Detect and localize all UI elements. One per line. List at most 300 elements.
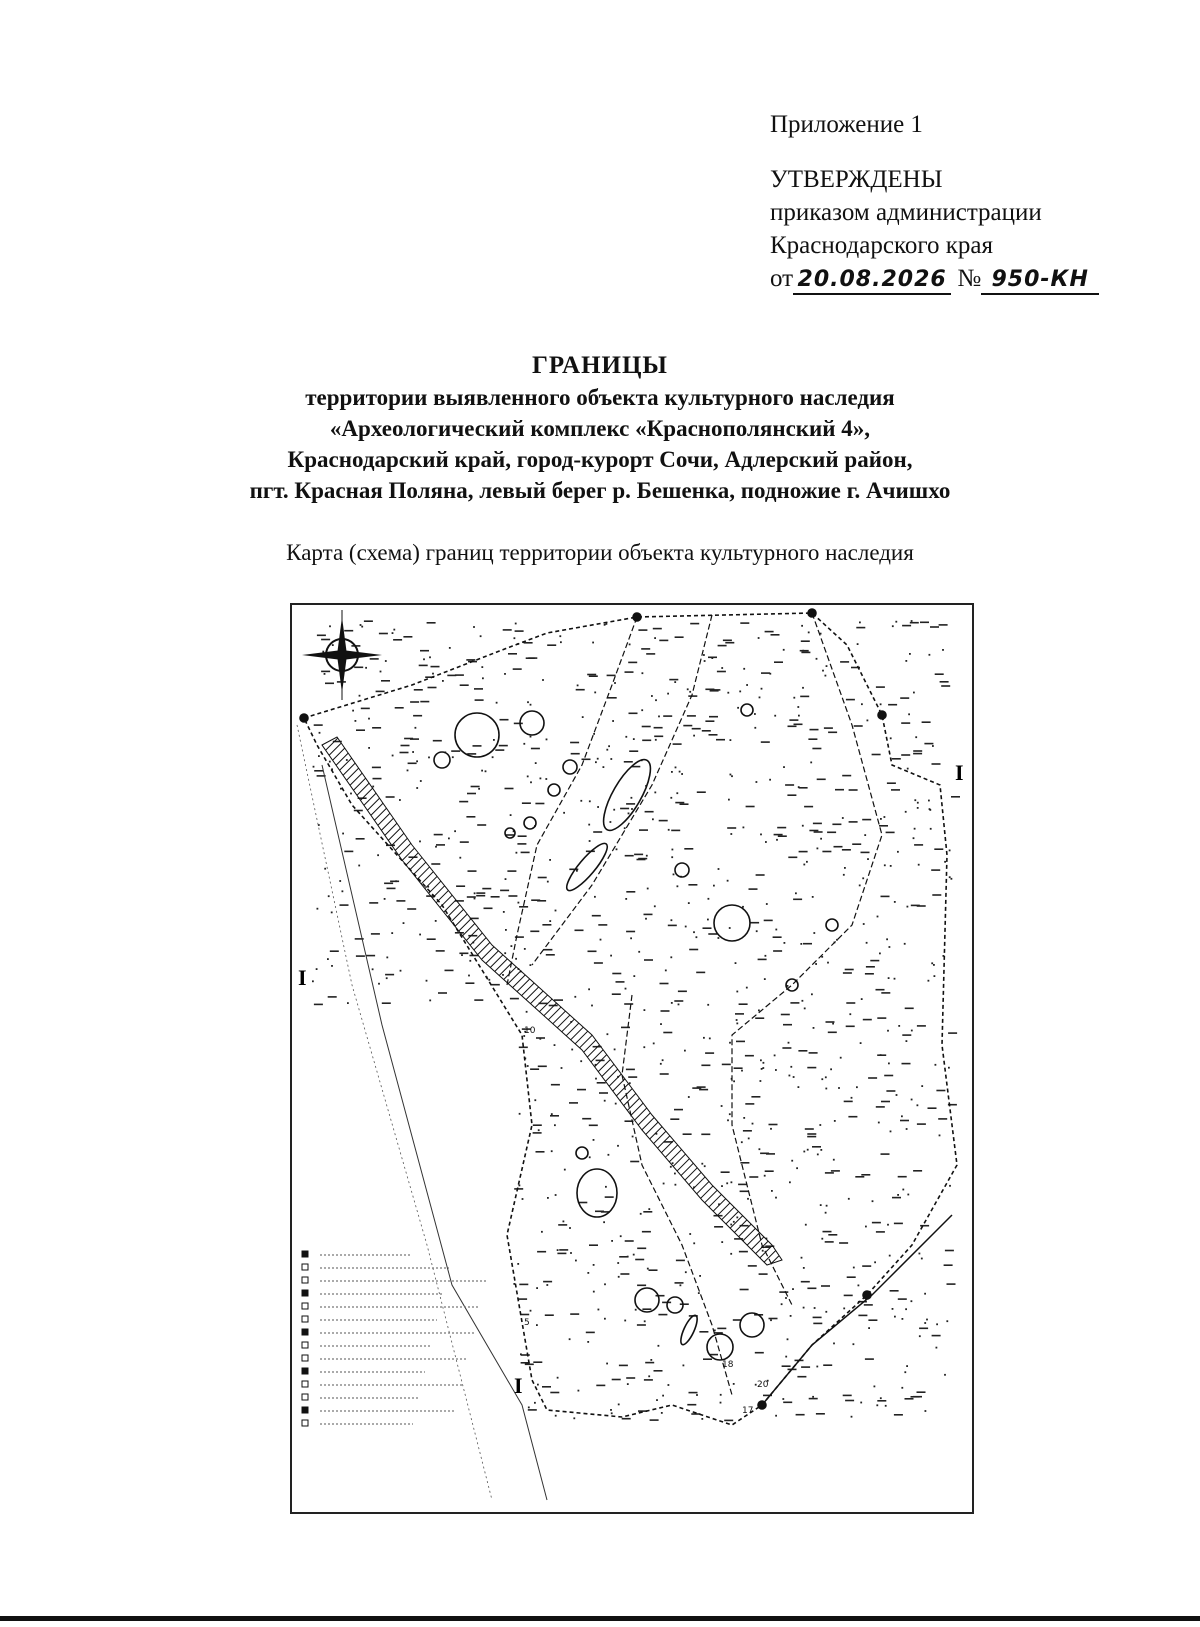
terrain-mark xyxy=(393,629,395,631)
terrain-mark xyxy=(817,1154,819,1156)
terrain-mark xyxy=(813,823,822,825)
terrain-mark xyxy=(660,1063,662,1065)
terrain-mark xyxy=(717,671,726,673)
terrain-mark xyxy=(699,1331,708,1333)
terrain-mark xyxy=(575,1260,577,1262)
terrain-mark xyxy=(624,1003,633,1005)
terrain-mark xyxy=(731,775,733,777)
terrain-mark xyxy=(727,692,729,694)
terrain-mark xyxy=(857,643,859,645)
terrain-mark xyxy=(914,828,916,830)
terrain-mark xyxy=(890,865,892,867)
terrain-mark xyxy=(798,1050,807,1052)
terrain-mark xyxy=(766,903,768,905)
terrain-mark xyxy=(616,981,625,983)
terrain-mark xyxy=(723,640,732,642)
terrain-mark xyxy=(314,770,323,772)
terrain-mark xyxy=(788,857,797,859)
terrain-mark xyxy=(332,644,334,646)
terrain-mark xyxy=(499,745,508,747)
terrain-mark xyxy=(856,1086,858,1088)
terrain-mark xyxy=(917,1391,926,1393)
terrain-mark xyxy=(449,647,451,649)
terrain-mark xyxy=(593,1291,595,1293)
terrain-mark xyxy=(673,743,682,745)
terrain-mark xyxy=(906,1040,908,1042)
terrain-mark xyxy=(901,722,910,724)
terrain-mark xyxy=(643,1211,652,1213)
terrain-mark xyxy=(778,835,787,837)
terrain-mark xyxy=(743,668,745,670)
terrain-mark xyxy=(393,639,402,641)
terrain-mark xyxy=(517,1263,519,1265)
terrain-mark xyxy=(403,922,405,924)
terrain-mark xyxy=(604,1318,606,1320)
terrain-mark xyxy=(951,796,960,798)
terrain-mark xyxy=(800,650,809,652)
terrain-mark xyxy=(460,841,469,843)
terrain-mark xyxy=(918,864,920,866)
terrain-mark xyxy=(395,880,397,882)
terrain-mark xyxy=(905,811,907,813)
terrain-mark xyxy=(500,890,509,892)
terrain-mark xyxy=(533,1124,542,1126)
terrain-mark xyxy=(654,727,663,729)
boundary-map xyxy=(290,603,974,1514)
terrain-mark xyxy=(530,704,532,706)
terrain-mark xyxy=(342,833,344,835)
terrain-mark xyxy=(640,1213,642,1215)
terrain-mark xyxy=(366,955,375,957)
terrain-mark xyxy=(718,937,720,939)
title-line-2: «Археологический комплекс «Краснополянский 4», xyxy=(329,416,871,441)
terrain-mark xyxy=(949,1185,951,1187)
terrain-mark xyxy=(775,1197,777,1199)
terrain-mark xyxy=(428,687,437,689)
terrain-mark xyxy=(564,1169,566,1171)
terrain-mark xyxy=(888,1063,890,1065)
terrain-mark xyxy=(843,874,845,876)
terrain-mark xyxy=(825,1076,827,1078)
terrain-mark xyxy=(725,642,734,644)
terrain-mark xyxy=(545,778,547,780)
terrain-mark xyxy=(930,626,939,628)
terrain-mark xyxy=(895,621,897,623)
terrain-mark xyxy=(542,924,551,926)
terrain-mark xyxy=(771,1190,773,1192)
terrain-mark xyxy=(582,759,591,761)
terrain-mark xyxy=(359,695,361,697)
terrain-mark xyxy=(787,1338,789,1340)
terrain-mark xyxy=(840,1057,842,1059)
terrain-mark xyxy=(420,780,422,782)
terrain-mark xyxy=(436,844,445,846)
terrain-mark xyxy=(775,1415,777,1417)
terrain-mark xyxy=(740,622,749,624)
terrain-mark xyxy=(851,1416,853,1418)
terrain-mark xyxy=(844,1101,853,1103)
terrain-mark xyxy=(627,1383,629,1385)
terrain-mark xyxy=(709,1038,711,1040)
terrain-mark xyxy=(588,824,590,826)
terrain-mark xyxy=(608,697,617,699)
terrain-mark xyxy=(528,1409,537,1411)
terrain-mark xyxy=(546,1284,548,1286)
legend-symbol xyxy=(302,1407,308,1413)
terrain-mark xyxy=(661,1010,670,1012)
terrain-mark xyxy=(578,1390,580,1392)
terrain-mark xyxy=(469,960,471,962)
terrain-mark xyxy=(505,878,507,880)
terrain-mark xyxy=(705,1052,714,1054)
terrain-mark xyxy=(633,738,635,740)
terrain-mark xyxy=(654,905,656,907)
terrain-mark xyxy=(635,1259,644,1261)
terrain-mark xyxy=(468,975,470,977)
terrain-mark xyxy=(928,1107,937,1109)
terrain-mark xyxy=(808,632,810,634)
terrain-mark xyxy=(728,799,730,801)
terrain-mark xyxy=(726,1182,728,1184)
terrain-mark xyxy=(944,1264,953,1266)
terrain-mark xyxy=(745,1055,754,1057)
terrain-mark xyxy=(617,1262,619,1264)
terrain-mark xyxy=(625,988,627,990)
map-drawing xyxy=(292,605,972,1512)
terrain-mark xyxy=(798,786,800,788)
path-dashed xyxy=(532,615,712,965)
legend-symbol xyxy=(302,1381,308,1387)
terrain-mark xyxy=(901,754,910,756)
terrain-mark xyxy=(410,738,419,740)
terrain-mark xyxy=(675,1282,684,1284)
terrain-mark xyxy=(618,1276,620,1278)
terrain-mark xyxy=(709,716,718,718)
terrain-mark xyxy=(911,1030,913,1032)
terrain-mark xyxy=(628,813,630,815)
terrain-mark xyxy=(764,1175,766,1177)
terrain-mark xyxy=(386,796,395,798)
terrain-mark xyxy=(758,959,767,961)
terrain-mark xyxy=(689,691,691,693)
terrain-mark xyxy=(801,1366,810,1368)
terrain-mark xyxy=(576,870,578,872)
terrain-mark xyxy=(646,855,648,857)
terrain-mark xyxy=(685,1271,687,1273)
terrain-mark xyxy=(604,1283,606,1285)
terrain-mark xyxy=(465,982,474,984)
terrain-mark xyxy=(729,1042,731,1044)
terrain-mark xyxy=(746,684,748,686)
terrain-mark xyxy=(687,715,696,717)
terrain-mark xyxy=(514,1188,523,1190)
terrain-mark xyxy=(589,1156,591,1158)
terrain-mark xyxy=(754,713,756,715)
terrain-mark xyxy=(629,750,638,752)
compass-rose-icon xyxy=(302,610,382,700)
terrain-mark xyxy=(745,1103,754,1105)
terrain-mark xyxy=(790,1315,792,1317)
terrain-mark xyxy=(329,761,331,763)
terrain-mark xyxy=(842,775,851,777)
terrain-mark xyxy=(910,622,919,624)
terrain-mark xyxy=(407,908,416,910)
terrain-mark xyxy=(360,624,362,626)
terrain-mark xyxy=(339,880,341,882)
terrain-mark xyxy=(761,688,763,690)
terrain-mark xyxy=(807,1067,816,1069)
terrain-mark xyxy=(482,888,491,890)
terrain-mark xyxy=(689,1233,691,1235)
terrain-mark xyxy=(913,1170,922,1172)
terrain-mark xyxy=(826,665,828,667)
terrain-mark xyxy=(524,642,533,644)
terrain-mark xyxy=(369,902,378,904)
terrain-mark xyxy=(774,661,783,663)
terrain-mark xyxy=(577,1089,586,1091)
terrain-mark xyxy=(547,881,549,883)
terrain-mark xyxy=(770,1319,772,1321)
order-line xyxy=(770,262,1099,295)
terrain-mark xyxy=(798,715,800,717)
terrain-mark xyxy=(671,771,673,773)
terrain-mark xyxy=(876,1231,885,1233)
terrain-mark xyxy=(575,930,584,932)
terrain-mark xyxy=(929,654,931,656)
terrain-mark xyxy=(775,1069,777,1071)
terrain-mark xyxy=(459,801,468,803)
terrain-mark xyxy=(764,978,766,980)
terrain-mark xyxy=(709,734,718,736)
terrain-mark xyxy=(750,922,759,924)
terrain-mark xyxy=(371,933,380,935)
terrain-mark xyxy=(551,1113,553,1115)
terrain-mark xyxy=(625,736,627,738)
terrain-mark xyxy=(830,1068,832,1070)
terrain-mark xyxy=(911,1300,913,1302)
terrain-mark xyxy=(674,1109,683,1111)
terrain-mark xyxy=(790,1002,799,1004)
terrain-mark xyxy=(678,1004,680,1006)
terrain-mark xyxy=(765,1170,774,1172)
terrain-mark xyxy=(760,834,762,836)
terrain-mark xyxy=(822,851,831,853)
terrain-mark xyxy=(730,1253,732,1255)
terrain-mark xyxy=(825,1088,827,1090)
terrain-mark xyxy=(604,1100,606,1102)
terrain-mark xyxy=(832,1023,834,1025)
terrain-mark xyxy=(842,849,851,851)
terrain-mark xyxy=(591,1005,593,1007)
terrain-mark xyxy=(485,770,487,772)
point-label: 10 xyxy=(524,1026,536,1036)
terrain-mark xyxy=(804,806,813,808)
terrain-mark xyxy=(769,1318,778,1320)
terrain-mark xyxy=(696,936,698,938)
terrain-mark xyxy=(667,693,669,695)
terrain-mark xyxy=(863,923,865,925)
terrain-mark xyxy=(656,1295,665,1297)
terrain-mark xyxy=(379,633,388,635)
terrain-mark xyxy=(951,878,953,880)
terrain-mark xyxy=(603,1221,605,1223)
terrain-mark xyxy=(614,682,616,684)
approval-line-2: Краснодарского края xyxy=(770,232,993,259)
terrain-mark xyxy=(615,1103,617,1105)
terrain-mark xyxy=(416,787,418,789)
terrain-mark xyxy=(324,868,326,870)
terrain-mark xyxy=(704,1165,706,1167)
terrain-mark xyxy=(342,890,344,892)
terrain-mark xyxy=(823,1231,832,1233)
terrain-mark xyxy=(652,818,654,820)
terrain-mark xyxy=(508,895,517,897)
terrain-mark xyxy=(842,817,844,819)
terrain-mark xyxy=(729,1113,731,1115)
terrain-mark xyxy=(504,673,506,675)
terrain-mark xyxy=(738,1184,747,1186)
terrain-mark xyxy=(936,1090,945,1092)
terrain-mark xyxy=(330,950,339,952)
terrain-mark xyxy=(331,912,333,914)
terrain-mark xyxy=(474,898,476,900)
terrain-mark xyxy=(825,1311,827,1313)
terrain-mark xyxy=(924,1293,926,1295)
terrain-mark xyxy=(748,1138,750,1140)
terrain-mark xyxy=(542,679,544,681)
terrain-mark xyxy=(868,1327,870,1329)
terrain-mark xyxy=(856,627,865,629)
terrain-mark xyxy=(820,1204,822,1206)
terrain-mark xyxy=(707,919,709,921)
terrain-mark xyxy=(785,784,794,786)
terrain-mark xyxy=(582,716,584,718)
terrain-mark xyxy=(433,740,442,742)
terrain-mark xyxy=(491,896,500,898)
terrain-mark xyxy=(522,802,531,804)
terrain-mark xyxy=(907,768,909,770)
terrain-mark xyxy=(843,1308,845,1310)
terrain-mark xyxy=(759,697,761,699)
terrain-mark xyxy=(605,1186,607,1188)
terrain-mark xyxy=(373,778,382,780)
terrain-mark xyxy=(827,962,829,964)
terrain-mark xyxy=(638,951,640,953)
terrain-mark xyxy=(352,710,354,712)
terrain-mark xyxy=(656,1399,658,1401)
terrain-mark xyxy=(701,1134,710,1136)
terrain-mark xyxy=(825,1241,834,1243)
terrain-mark xyxy=(900,697,909,699)
terrain-mark xyxy=(505,929,507,931)
terrain-mark xyxy=(526,1011,528,1013)
terrain-mark xyxy=(925,1410,927,1412)
terrain-mark xyxy=(743,1117,745,1119)
terrain-mark xyxy=(865,973,874,975)
terrain-mark xyxy=(777,827,786,829)
terrain-mark xyxy=(846,699,855,701)
terrain-mark xyxy=(749,1176,758,1178)
terrain-mark xyxy=(415,727,417,729)
point-label: 20 xyxy=(757,1380,769,1390)
terrain-mark xyxy=(413,715,422,717)
terrain-mark xyxy=(848,1198,850,1200)
terrain-mark xyxy=(554,1124,556,1126)
terrain-mark xyxy=(675,636,684,638)
terrain-mark xyxy=(488,979,490,981)
terrain-mark xyxy=(340,904,349,906)
terrain-mark xyxy=(510,814,512,816)
terrain-mark xyxy=(877,1017,886,1019)
boundary-line xyxy=(762,1215,952,1405)
terrain-mark xyxy=(387,888,396,890)
terrain-mark xyxy=(775,929,777,931)
terrain-mark xyxy=(555,1415,557,1417)
terrain-mark xyxy=(948,1067,950,1069)
terrain-mark xyxy=(862,819,871,821)
terrain-mark xyxy=(321,671,330,673)
terrain-mark xyxy=(317,908,319,910)
terrain-mark xyxy=(919,1328,928,1330)
terrain-mark xyxy=(761,672,770,674)
terrain-mark xyxy=(399,799,401,801)
terrain-mark xyxy=(932,1335,941,1337)
terrain-mark xyxy=(604,624,606,626)
terrain-mark xyxy=(436,950,445,952)
terrain-mark xyxy=(737,707,739,709)
terrain-mark xyxy=(514,723,523,725)
terrain-mark xyxy=(812,896,814,898)
terrain-mark xyxy=(821,1285,830,1287)
terrain-mark xyxy=(821,1238,823,1240)
terrain-mark xyxy=(451,750,460,752)
terrain-mark xyxy=(356,838,365,840)
terrain-mark xyxy=(901,1115,903,1117)
terrain-mark xyxy=(317,635,326,637)
terrain-mark xyxy=(734,1067,743,1069)
terrain-mark xyxy=(632,1136,634,1138)
terrain-mark xyxy=(419,841,421,843)
terrain-mark xyxy=(913,750,922,752)
terrain-mark xyxy=(530,931,539,933)
terrain-mark xyxy=(644,914,653,916)
terrain-mark xyxy=(812,748,821,750)
terrain-mark xyxy=(934,975,936,977)
terrain-mark xyxy=(949,850,951,852)
terrain-mark xyxy=(698,1292,700,1294)
terrain-mark xyxy=(724,1420,733,1422)
terrain-mark xyxy=(740,1162,749,1164)
terrain-mark xyxy=(931,962,933,964)
title-line-4: пгт. Красная Поляна, левый берег р. Бешенка, подножие г. Ачишхо xyxy=(249,478,951,503)
terrain-mark xyxy=(467,896,476,898)
terrain-mark xyxy=(555,1194,557,1196)
terrain-mark xyxy=(654,1370,663,1372)
terrain-mark xyxy=(361,708,370,710)
terrain-mark xyxy=(599,1092,608,1094)
terrain-mark xyxy=(861,703,863,705)
terrain-mark xyxy=(428,757,430,759)
terrain-mark xyxy=(854,725,863,727)
terrain-mark xyxy=(659,640,668,642)
terrain-mark xyxy=(713,885,715,887)
terrain-mark xyxy=(756,781,758,783)
terrain-mark xyxy=(392,632,394,634)
terrain-mark xyxy=(867,858,869,860)
terrain-mark xyxy=(802,687,804,689)
terrain-mark xyxy=(518,835,527,837)
terrain-mark xyxy=(396,900,405,902)
